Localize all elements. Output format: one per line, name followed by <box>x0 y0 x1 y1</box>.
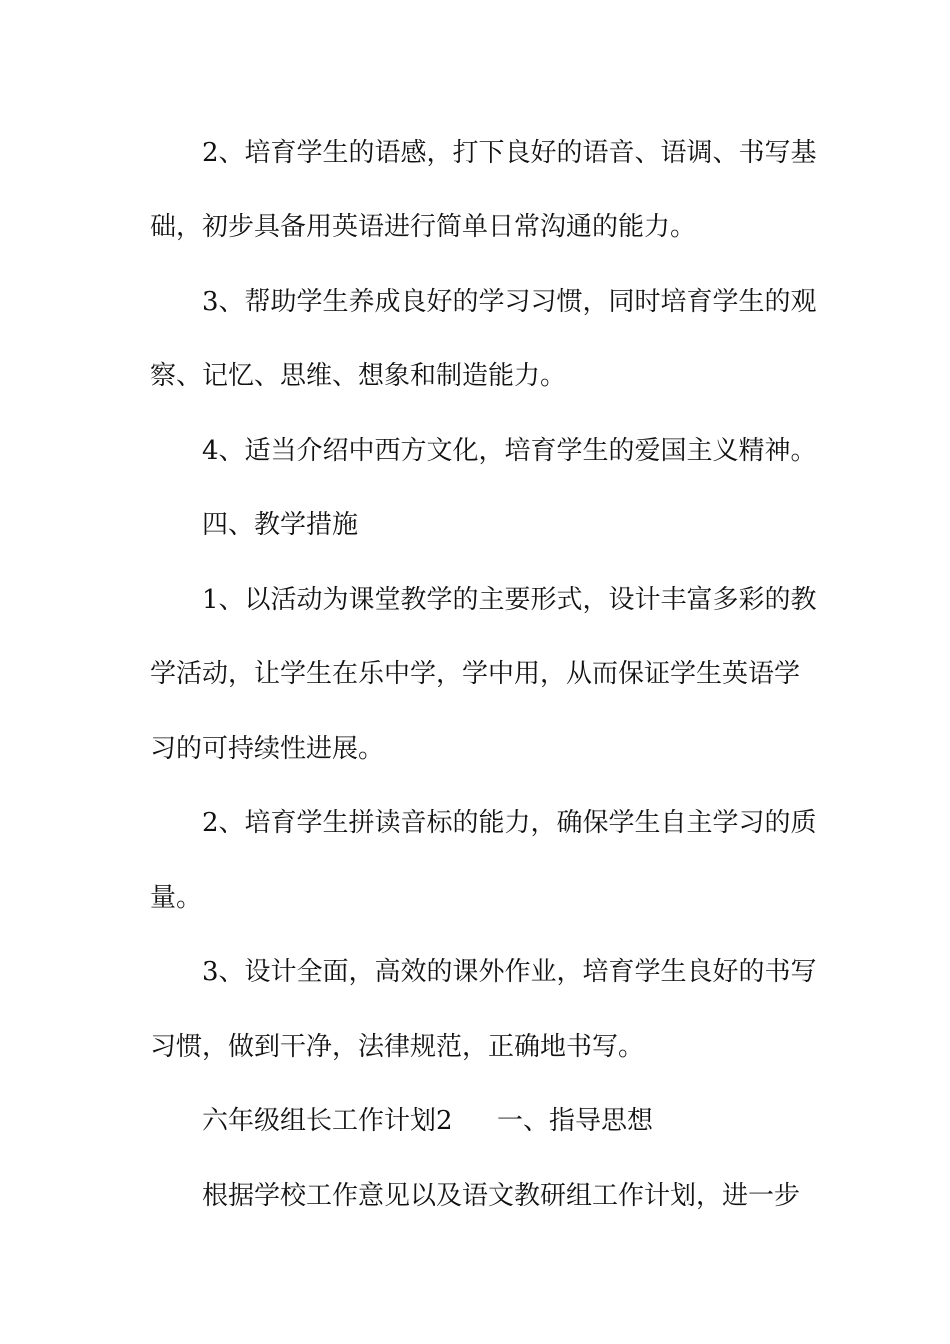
section-heading: 四、教学措施 <box>202 510 359 540</box>
paragraph-line: 4、适当介绍中西方文化，培育学生的爱国主义精神。 <box>202 436 817 466</box>
section-heading: 一、指导思想 <box>497 1106 654 1136</box>
paragraph-line: 3、设计全面，高效的课外作业，培育学生良好的书写 <box>202 957 817 987</box>
paragraph-line: 2、培育学生拼读音标的能力，确保学生自主学习的质 <box>202 808 817 838</box>
paragraph-line: 学活动，让学生在乐中学，学中用，从而保证学生英语学 <box>150 659 801 689</box>
paragraph-line: 量。 <box>150 883 203 913</box>
paragraph-line: 习的可持续性进展。 <box>150 734 385 764</box>
paragraph-line: 1、以活动为课堂教学的主要形式，设计丰富多彩的教 <box>202 585 817 615</box>
paragraph-line: 根据学校工作意见以及语文教研组工作计划，进一步 <box>202 1181 801 1211</box>
paragraph-line: 3、帮助学生养成良好的学习习惯，同时培育学生的观 <box>202 287 817 317</box>
paragraph-line: 习惯，做到干净，法律规范，正确地书写。 <box>150 1032 645 1062</box>
paragraph-line: 2、培育学生的语感，打下良好的语音、语调、书写基 <box>202 138 817 168</box>
paragraph-line: 础，初步具备用英语进行简单日常沟通的能力。 <box>150 212 697 242</box>
paragraph-line: 察、记忆、思维、想象和制造能力。 <box>150 361 567 391</box>
plan-title: 六年级组长工作计划2 <box>202 1106 453 1136</box>
